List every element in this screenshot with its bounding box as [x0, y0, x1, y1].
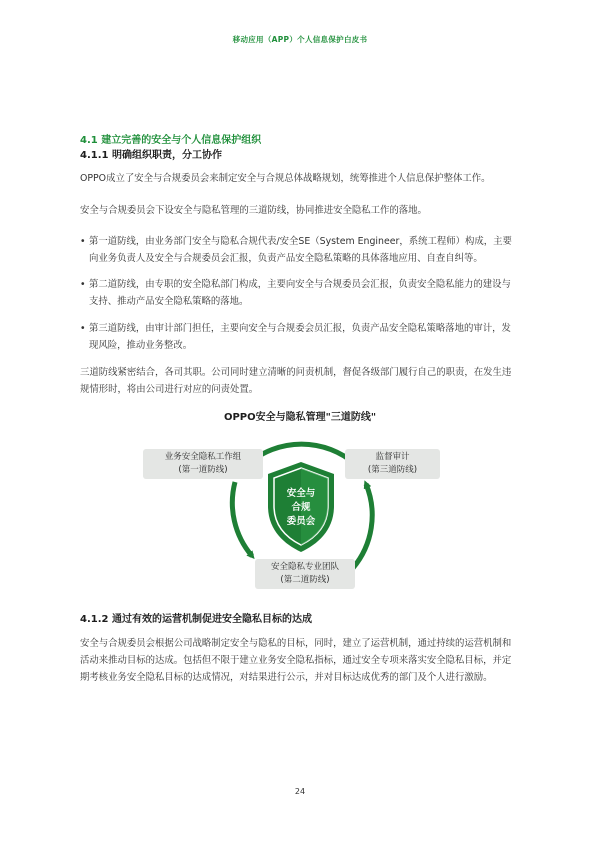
second-line-box — [255, 559, 355, 589]
bullet-text: 第二道防线，由专职的安全隐私部门构成，主要向安全与合规委员会汇报，负责安全隐私能力的建设与支持、推动产品安全隐私策略的落地。 — [89, 279, 511, 307]
shield-label-line: 合规 — [291, 502, 311, 513]
document-header: 移动应用（APP）个人信息保护白皮书 — [232, 35, 368, 44]
third-line-box — [345, 449, 440, 479]
diagram-title: OPPO安全与隐私管理"三道防线" — [223, 412, 377, 423]
box-label: 监督审计 — [375, 452, 410, 462]
bullet-dot-icon: • — [80, 279, 86, 290]
paragraph-2: 安全与合规委员会下设安全与隐私管理的三道防线，协同推进安全隐私工作的落地。 — [80, 205, 427, 216]
paragraph-1: OPPO成立了安全与合规委员会来制定安全与合规总体战略规划，统筹推进个人信息保护整体工作。 — [80, 173, 491, 184]
section-title: 4.1 建立完善的安全与个人信息保护组织 — [80, 135, 262, 146]
subsection-title-2: 4.1.2 通过有效的运营机制促进安全隐私目标的达成 — [80, 614, 312, 625]
box-label: 安全隐私专业团队 — [270, 562, 339, 572]
page-number: 24 — [294, 787, 306, 796]
box-label: 业务安全隐私工作组 — [164, 452, 242, 462]
paragraph-4: 安全与合规委员会根据公司战略制定安全与隐私的目标，同时，建立了运营机制，通过持续的运营机制和活动来推动目标的达成。包括但不限于建立业务安全隐私指标，通过安全专项来落实安全隐私目标，并定期考核业务安全隐私目标的达成情况，对结果进行公示，并对目标达成优秀的部门及个人进行激励。 — [80, 638, 512, 683]
shield-label — [277, 487, 325, 529]
subsection-title-1: 4.1.1 明确组织职责，分工协作 — [80, 150, 222, 161]
bullet-text: 第三道防线，由审计部门担任，主要向安全与合规委会员汇报，负责产品安全隐私策略落地的审计，发现风险，推动业务整改。 — [89, 323, 511, 351]
box-sublabel: (第三道防线) — [367, 465, 418, 475]
box-sublabel: (第二道防线) — [280, 575, 330, 585]
paragraph-3: 三道防线紧密结合，各司其职。公司同时建立清晰的问责机制，督促各级部门履行自己的职责，在发生违规情形时，将由公司进行对应的问责处置。 — [80, 367, 512, 395]
bullet-dot-icon: • — [80, 236, 86, 247]
bullet-dot-icon: • — [80, 323, 86, 334]
shield-label-line: 安全与 — [286, 488, 316, 499]
first-line-box — [143, 449, 263, 479]
box-sublabel: (第一道防线) — [178, 465, 228, 475]
shield-label-line: 委员会 — [286, 516, 316, 527]
bullet-text: 第一道防线，由业务部门安全与隐私合规代表/安全SE（System Engineer，系统工程师）构成，主要向业务负责人及安全与合规委员会汇报，负责产品安全隐私策略的具体落地应用、自查自纠等。 — [89, 236, 512, 264]
